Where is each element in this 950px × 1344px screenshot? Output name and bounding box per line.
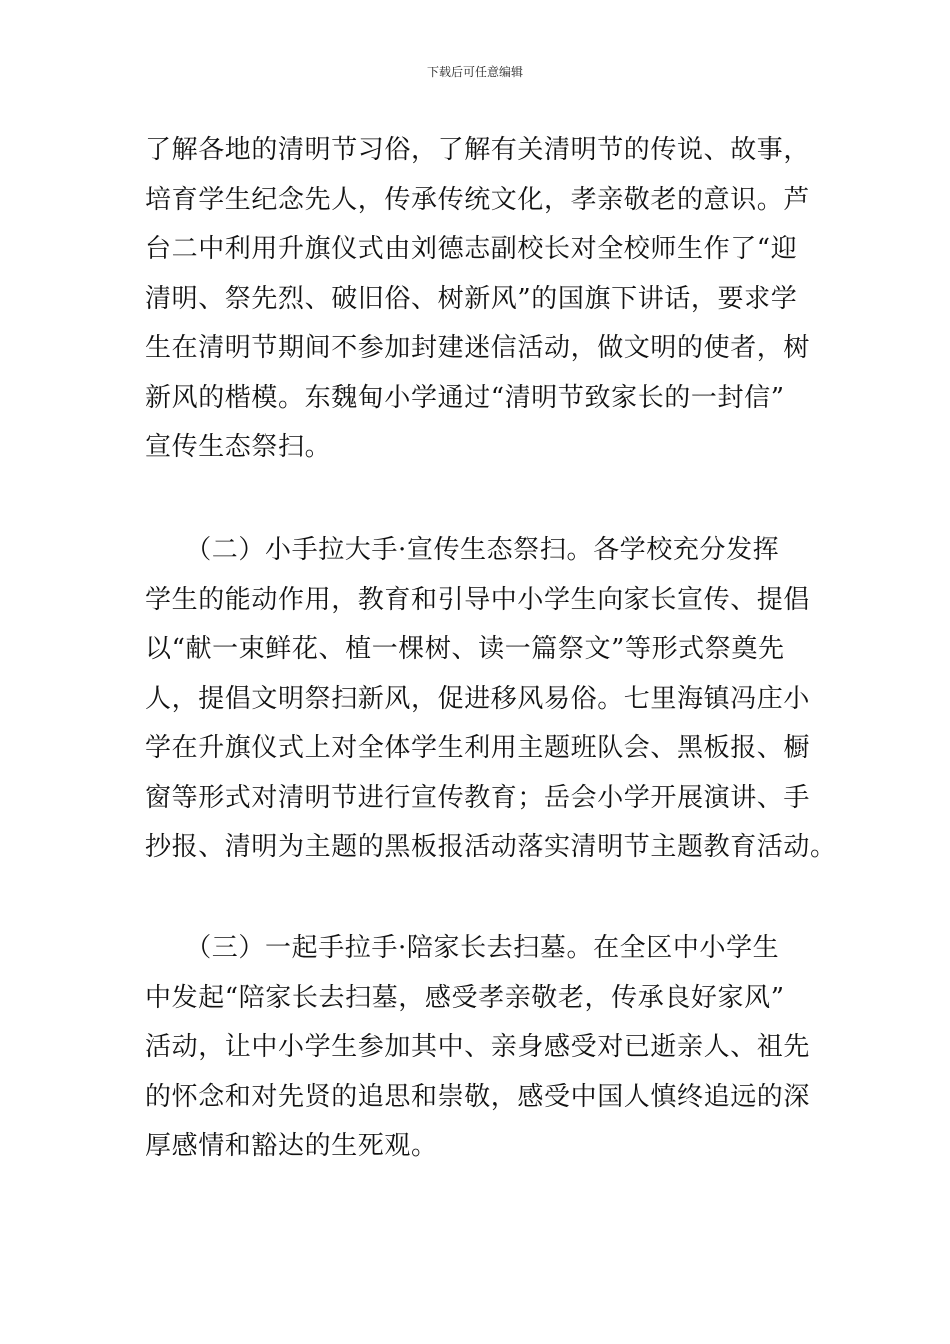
paragraph-line: 生在清明节期间不参加封建迷信活动，做文明的使者，树	[145, 333, 811, 363]
paragraph-line: 新风的楷模。东魏甸小学通过“清明节致家长的一封信”	[145, 382, 785, 413]
paragraph-line: 窗等形式对清明节进行宣传教育；岳会小学开展演讲、手	[145, 782, 811, 813]
paragraph-line: 了解各地的清明节习俗，了解有关清明节的传说、故事，	[145, 135, 811, 165]
paragraph-line: 人，提倡文明祭扫新风，促进移风易俗。七里海镇冯庄小	[145, 683, 811, 714]
paragraph-line: 的怀念和对先贤的追思和崇敬，感受中国人慎终追远的深	[145, 1081, 811, 1112]
paragraph-1	[145, 126, 810, 473]
paragraph-line: 台二中利用升旗仪式由刘德志副校长对全校师生作了“迎	[145, 234, 798, 264]
paragraph-line: 抄报、清明为主题的黑板报活动落实清明节主题教育活动。	[145, 832, 837, 862]
paragraph-line: 清明、祭先烈、破旧俗、树新风”的国旗下讲话，要求学	[145, 283, 798, 314]
paragraph-2	[145, 526, 837, 873]
paragraph-line: 宣传生态祭扫。	[145, 432, 332, 462]
paragraph-line: 厚感情和豁达的生死观。	[145, 1131, 438, 1161]
paragraph-line: 以“献一束鲜花、植一棵树、读一篇祭文”等形式祭奠先	[145, 634, 785, 664]
paragraph-line: 学在升旗仪式上对全体学生利用主题班队会、黑板报、橱	[145, 733, 811, 763]
paragraph-line: 活动，让中小学生参加其中、亲身感受对已逝亲人、祖先	[145, 1032, 811, 1062]
paragraph-line: （二）小手拉大手·宣传生态祭扫。各学校充分发挥	[145, 535, 780, 565]
paragraph-line: 学生的能动作用，教育和引导中小学生向家长宣传、提倡	[145, 584, 811, 615]
page-header: 下载后可任意编辑	[426, 65, 523, 79]
paragraph-line: 中发起“陪家长去扫墓，感受孝亲敬老，传承良好家风”	[145, 982, 785, 1013]
paragraph-line: 培育学生纪念先人，传承传统文化，孝亲敬老的意识。芦	[145, 184, 811, 215]
paragraph-line: （三）一起手拉手·陪家长去扫墓。在全区中小学生	[145, 933, 780, 963]
paragraph-3	[145, 924, 810, 1172]
